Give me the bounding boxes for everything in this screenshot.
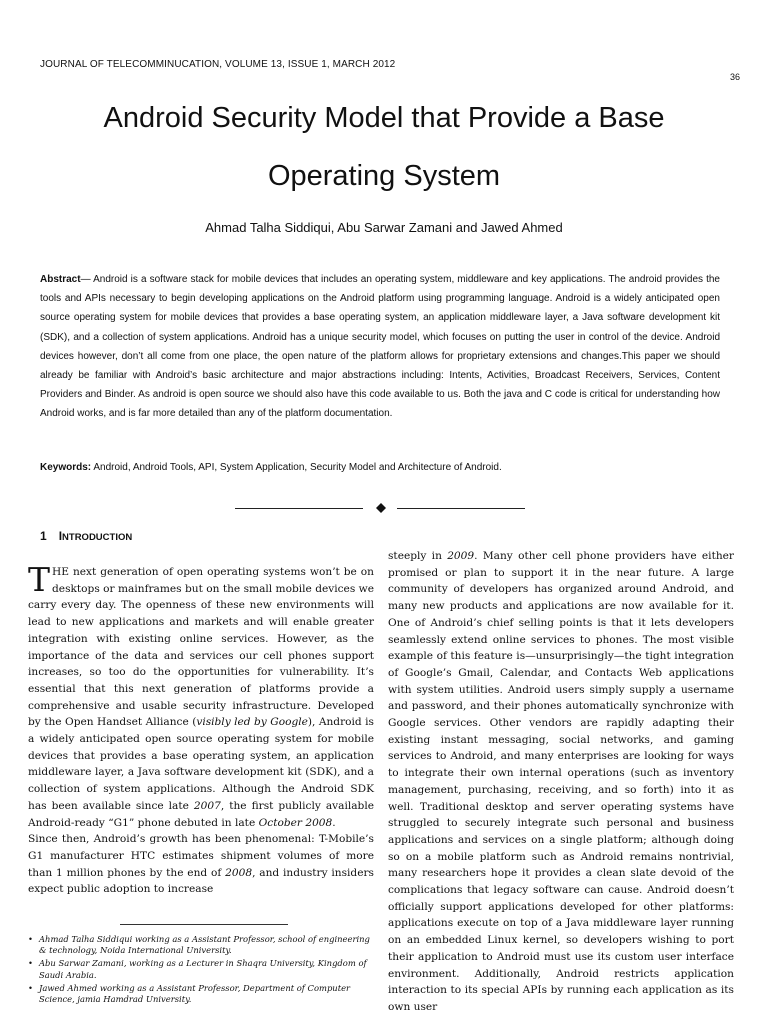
footnote-rule [120,924,288,925]
abstract [40,270,720,424]
keywords-label: Keywords: [40,462,92,473]
text-run: , and industry insiders expect public adoption to increase [28,866,374,896]
section-title-rest: NTRODUCTION [62,532,133,543]
drop-cap: T [28,560,51,599]
section-number: 1 [40,529,47,543]
bullet-icon: • [28,934,33,944]
text-run-italic: 2008 [225,866,253,879]
footnote-text: Abu Sarwar Zamani, working as a Lecturer in Shaqra University, Kingdom of Saudi Arabia. [39,958,367,980]
right-column [388,548,734,1016]
keywords-text: Android, Android Tools, API, System Application, Security Model and Architecture of Android. [91,462,502,473]
text-run-italic: visibly led by Google [196,716,308,729]
title-line-2: Operating System [267,160,501,192]
intro-paragraph-1 [28,560,374,831]
footnote-item [28,958,378,980]
text-run: steeply in [388,550,448,562]
footnote-text: Jawed Ahmed working as a Assistant Professor, Department of Computer Science, jamia Hamdrad University. [39,982,351,1005]
text-run-italic: October 2008 [258,816,333,829]
title-line-1: Android Security Model that Provide a Base [103,102,665,134]
bullet-icon: • [28,958,33,969]
intro-paragraph-continued [388,548,734,1016]
abstract-label: Abstract [40,274,81,285]
section-divider [0,500,768,516]
section-cap-letter: I [58,529,63,543]
text-run: , the first publicly available Android-ready “G1” phone debuted in late [28,799,374,829]
paper-title [0,89,768,205]
bullet-icon: • [28,982,33,993]
footnote-item [28,983,378,1005]
section-heading [40,529,132,543]
footnote-text: Ahmad Talha Siddiqui working as a Assistant Professor, school of engineering & technology, Noida International University. [39,934,370,956]
journal-header: JOURNAL OF TELECOMMINUCATION, VOLUME 13, ISSUE 1, MARCH 2012 [40,59,396,70]
left-column [28,560,374,898]
text-run: . [332,816,336,829]
text-run: Since then, Android’s growth has been phenomenal: T-Mobile’s G1 manufacturer HTC estimates shipment volumes of more than 1 million phones by the end of [28,833,374,879]
text-run-italic: 2009 [447,550,475,562]
footnotes [28,934,378,1007]
divider-line-left [235,508,363,509]
abstract-text: — Android is a software stack for mobile devices that includes an operating system, middleware and key applications. The android provides the tools and APIs necessary to begin developing applications on the Android platform using programming language. Android is a widely anticipated open source operating system for mobile devices that provides a base operating system, an application middleware layer, a Java software development kit (SDK), and a collection of system applications. Android has a unique security model, which focuses on putting the user in control of the device. Android devices however, don’t all come from one place, the open nature of the platform allows for proprietary extensions and changes.This paper we should already be familiar with Android’s basic architecture and major abstractions including: Intents, Activities, Broadcast Receivers, Services, Content Providers and Binder. As android is open source we should also have this code available to us. Both the java and C code is critical for understanding how Android works, and is far more detailed than any of the platform documentation. [40,274,720,420]
text-run: ), Android is a widely anticipated open source operating system for mobile devices that provides a base operating system, an application middleware layer, a Java software development kit (SDK), and a collection of system applications. Although the Android SDK has been available since late [28,716,374,812]
keywords [40,462,720,473]
page-number: 36 [729,72,740,82]
diamond-icon [374,501,388,515]
text-run-italic: 2007 [193,799,221,812]
footnote-item [28,934,378,956]
text-run: HE next generation of open operating systems won’t be on desktops or mainframes but on the small mobile devices we carry every day. The openness of these new environments will lead to new applications and markets and will enable greater integration with existing online services. However, as the importance of the data and services our cell phones support increases, so too do the opportunities for vulnerability. It’s essential that this next generation of platforms provide a comprehensive and usable security infrastructure. Developed by the Open Handset Alliance ( [28,566,374,729]
intro-paragraph-2 [28,831,374,898]
text-run: . Many other cell phone providers have either promised or plan to support it in the near future. A large community of developers has organized around Android, and many new products and applications are now available for it. One of Android’s chief selling points is that it lets developers seamlessly extend online services to phones. The most visible example of this feature is—unsurprisingly—the tight integration of Google’s Gmail, Calendar, and Contacts Web applications with system utilities. Android users simply supply a username and password, and their phones automatically synchronize with Google services. Other vendors are rapidly adapting their existing instant messaging, social networks, and gaming services to Android, and many enterprises are looking for ways to integrate their own internal operations (such as inventory management, purchasing, receiving, and so forth) into it as well. Traditional desktop and server operating systems have struggled to securely integrate such personal and business applications and services on a single platform; although doing so on a mobile platform such as Android remains nontrivial, many researchers hope it provides a clean slate devoid of the complications that legacy software can cause. Android doesn’t officially support applications developed for other platforms: applications execute on top of a Java middleware layer running on an embedded Linux kernel, so developers wishing to port their application to Android must use its custom user interface environment. Additionally, Android restricts application interaction to its special APIs by running each application as its own user [388,550,734,1013]
authors: Ahmad Talha Siddiqui, Abu Sarwar Zamani and Jawed Ahmed [205,220,563,235]
divider-line-right [397,508,525,509]
